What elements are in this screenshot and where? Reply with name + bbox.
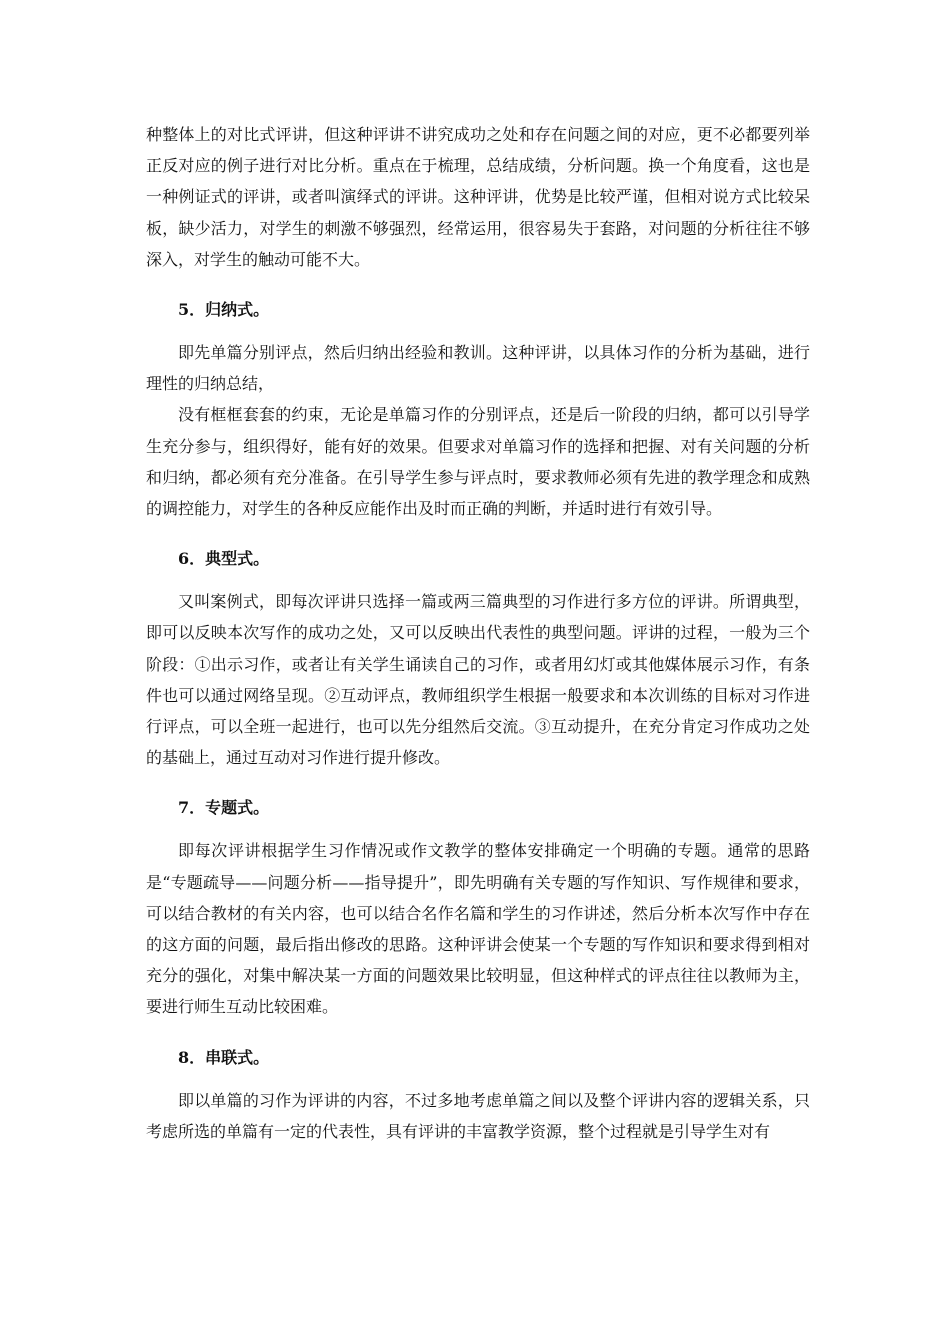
section-5-paragraph-2: 没有框框套套的约束，无论是单篇习作的分别评点，还是后一阶段的归纳，都可以引导学生充分参与，组织得好，能有好的效果。但要求对单篇习作的选择和把握、对有关问题的分析和归纳，都必须有充分准备。在引导学生参与评点时，要求教师必须有先进的教学理念和成熟的调控能力，对学生的各种反应能作出及时而正确的判断，并适时进行有效引导。 [146, 405, 810, 519]
section-heading-6: 6．典型式。 [178, 549, 270, 569]
section-7-paragraph-1: 即每次评讲根据学生习作情况或作文教学的整体安排确定一个明确的专题。通常的思路是“专题疏导——问题分析——指导提升”，即先明确有关专题的写作知识、写作规律和要求，可以结合教材的有关内容，也可以结合名作名篇和学生的习作讲述，然后分析本次写作中存在的这方面的问题，最后指出修改的思路。这种评讲会使某一个专题的写作知识和要求得到相对充分的强化，对集中解决某一方面的问题效果比较明显，但这种样式的评点往往以教师为主，要进行师生互动比较困难。 [146, 841, 810, 1017]
intro-paragraph: 种整体上的对比式评讲，但这种评讲不讲究成功之处和存在问题之间的对应，更不必都要列举正反对应的例子进行对比分析。重点在于梳理，总结成绩，分析问题。换一个角度看，这也是一种例证式的评讲，或者叫演绎式的评讲。这种评讲，优势是比较严谨，但相对说方式比较呆板，缺少活力，对学生的刺激不够强烈，经常运用，很容易失于套路，对问题的分析往往不够深入，对学生的触动可能不大。 [146, 125, 810, 269]
section-heading-7: 7．专题式。 [178, 798, 270, 818]
document-body [146, 119, 810, 1147]
section-5-paragraph-1: 即先单篇分别评点，然后归纳出经验和教训。这种评讲，以具体习作的分析为基础，进行理性的归纳总结， [146, 343, 810, 394]
section-heading-8: 8．串联式。 [178, 1047, 270, 1067]
section-8-paragraph-1: 即以单篇的习作为评讲的内容，不过多地考虑单篇之间以及整个评讲内容的逻辑关系，只考虑所选的单篇有一定的代表性，具有评讲的丰富教学资源，整个过程就是引导学生对有 [146, 1090, 810, 1141]
section-heading-5: 5．归纳式。 [178, 300, 270, 320]
section-6-paragraph-1: 又叫案例式，即每次评讲只选择一篇或两三篇典型的习作进行多方位的评讲。所谓典型，即可以反映本次写作的成功之处，又可以反映出代表性的典型问题。评讲的过程，一般为三个阶段：①出示习作，或者让有关学生诵读自己的习作，或者用幻灯或其他媒体展示习作，有条件也可以通过网络呈现。②互动评点，教师组织学生根据一般要求和本次训练的目标对习作进行评点，可以全班一起进行，也可以先分组然后交流。③互动提升，在充分肯定习作成功之处的基础上，通过互动对习作进行提升修改。 [146, 592, 810, 768]
